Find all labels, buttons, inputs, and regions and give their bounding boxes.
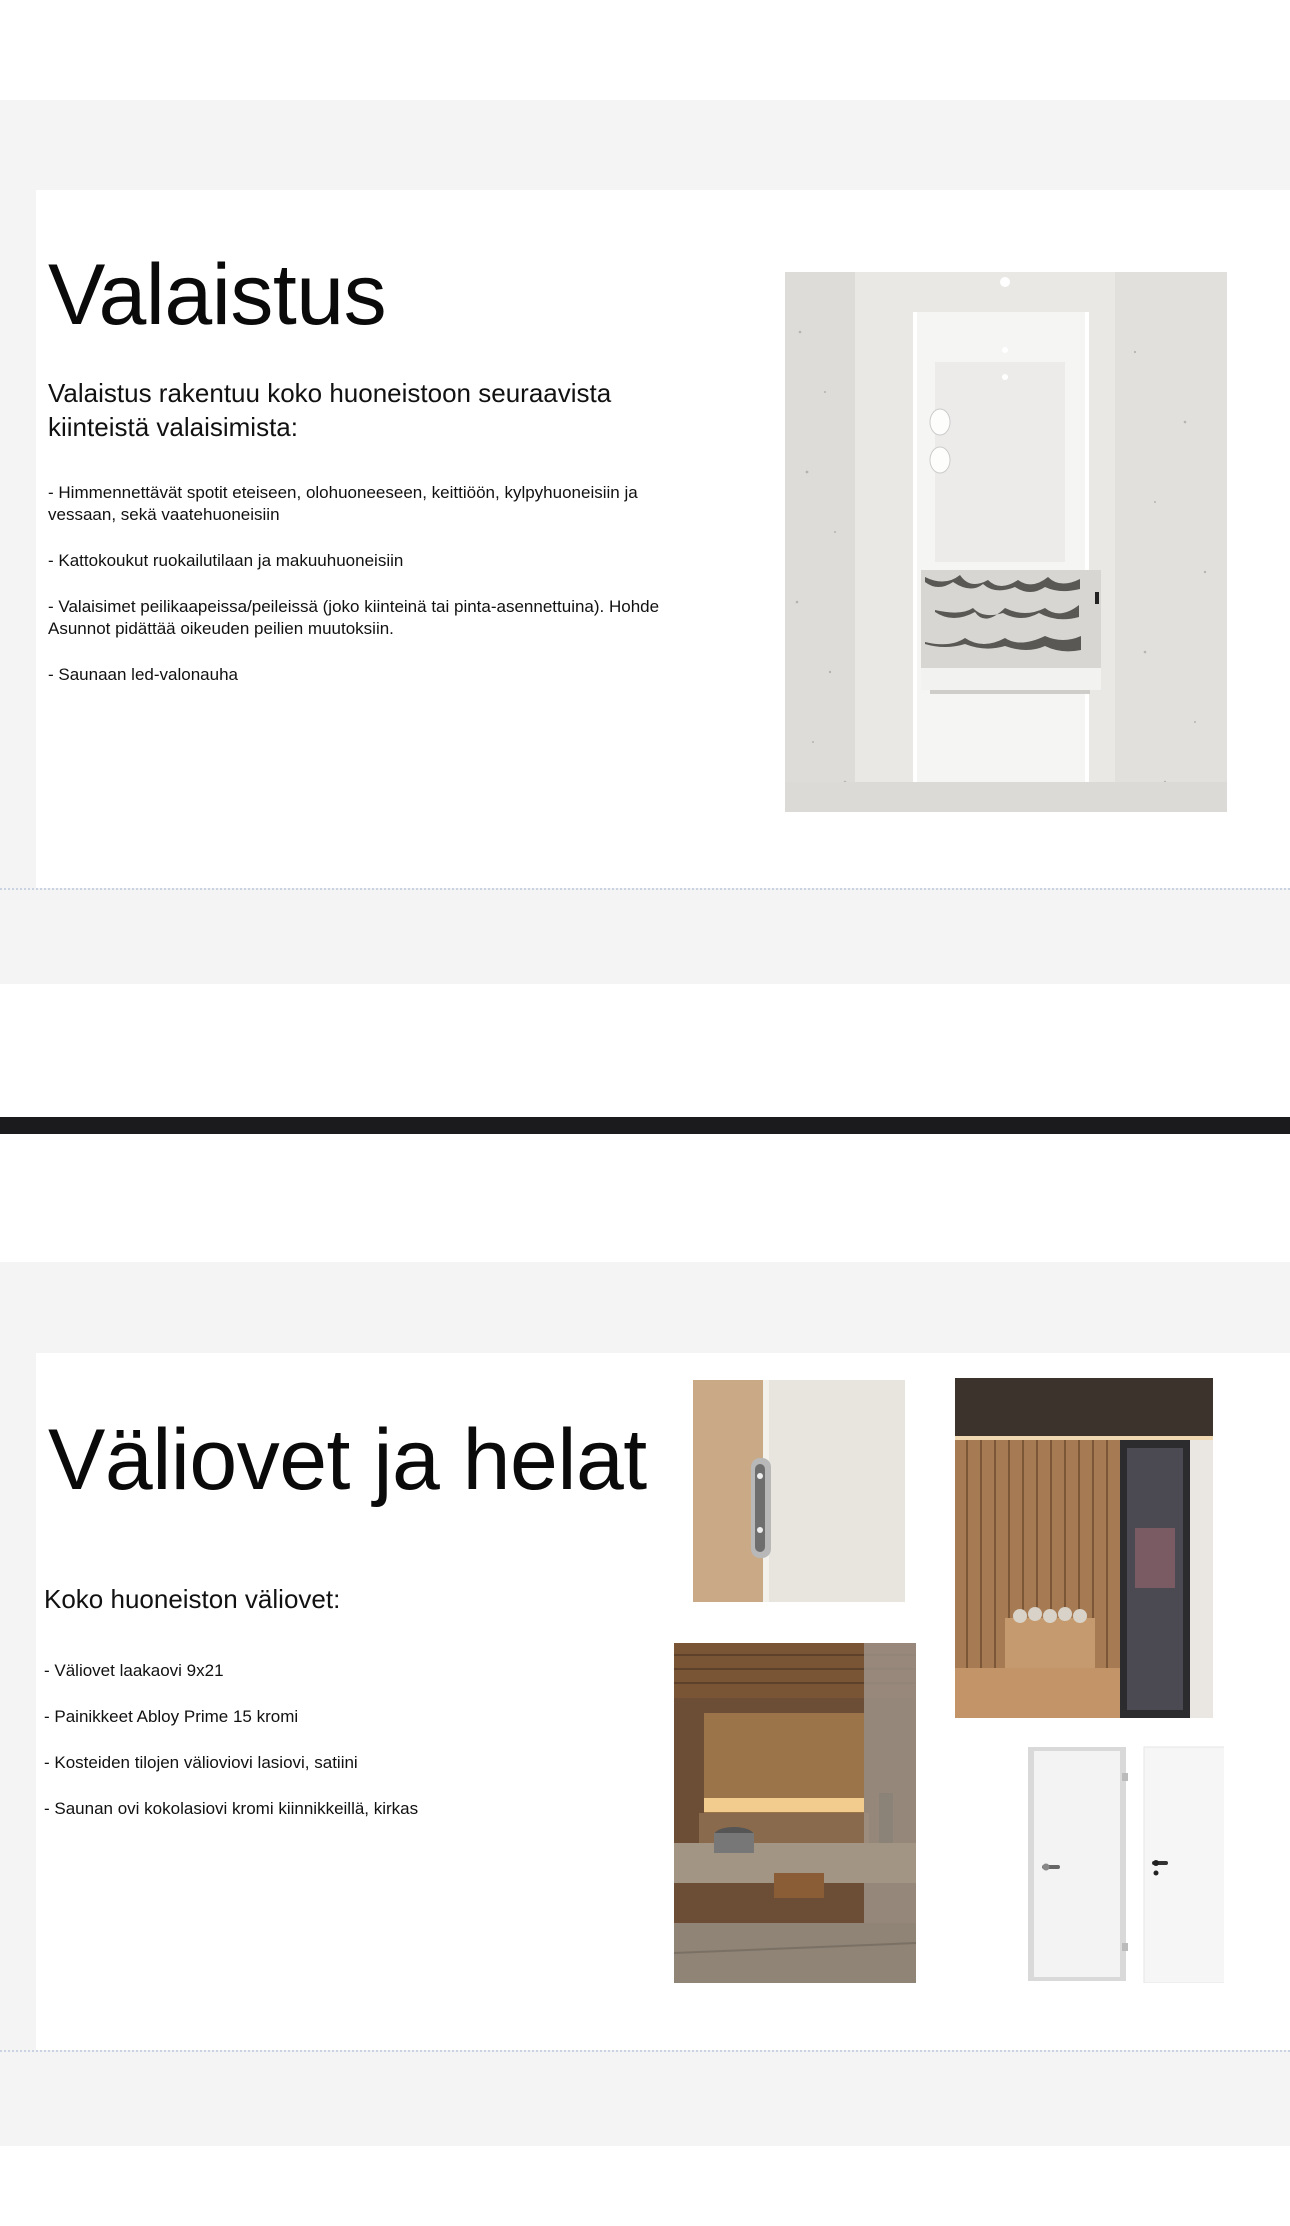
sauna-glass-door-photo bbox=[955, 1378, 1213, 1718]
bullet-item: - Saunan ovi kokolasiovi kromi kiinnikkeillä, kirkas bbox=[44, 1799, 419, 1818]
slide-title: Valaistus bbox=[48, 247, 387, 343]
bullet-item: - Saunaan led-valonauha bbox=[48, 665, 238, 684]
bullet-item: - Painikkeet Abloy Prime 15 kromi bbox=[44, 1707, 299, 1726]
bullet-item: - Väliovet laakaovi 9x21 bbox=[44, 1661, 224, 1680]
bullet-list bbox=[48, 482, 688, 710]
bullet-item: - Valaisimet peilikaapeissa/peileissä (joko kiinteinä tai pinta-asennettuina). Hohde Asunnot pidättää oikeuden peilien muutoksiin. bbox=[48, 597, 660, 638]
slide-valiovet-ja-helat bbox=[36, 1353, 1290, 2050]
page-break-dotted-line bbox=[0, 888, 1290, 890]
slide-lead-text: Koko huoneiston väliovet: bbox=[44, 1584, 341, 1614]
slide-lead-text: Valaistus rakentuu koko huoneistoon seuraavista kiinteistä valaisimista: bbox=[48, 378, 612, 442]
bullet-item: - Kosteiden tilojen välioviovi lasiovi, satiini bbox=[44, 1753, 358, 1772]
slide-title: Väliovet ja helat bbox=[48, 1412, 647, 1508]
page-break-dotted-line bbox=[0, 2050, 1290, 2052]
bullet-item: - Himmennettävät spotit eteiseen, olohuoneeseen, keittiöön, kylpyhuoneisiin ja vessaan, sekä vaatehuoneisiin bbox=[48, 483, 638, 524]
bullet-item: - Kattokoukut ruokailutilaan ja makuuhuoneisiin bbox=[48, 551, 404, 570]
bullet-list bbox=[44, 1660, 664, 1844]
page-divider-bar bbox=[0, 1117, 1290, 1134]
door-hinge-photo bbox=[693, 1380, 905, 1602]
sauna-interior-photo bbox=[674, 1643, 916, 1983]
bathroom-mirror-photo bbox=[785, 272, 1227, 812]
white-doors-photo bbox=[988, 1743, 1224, 1983]
slide-valaistus bbox=[36, 190, 1290, 888]
